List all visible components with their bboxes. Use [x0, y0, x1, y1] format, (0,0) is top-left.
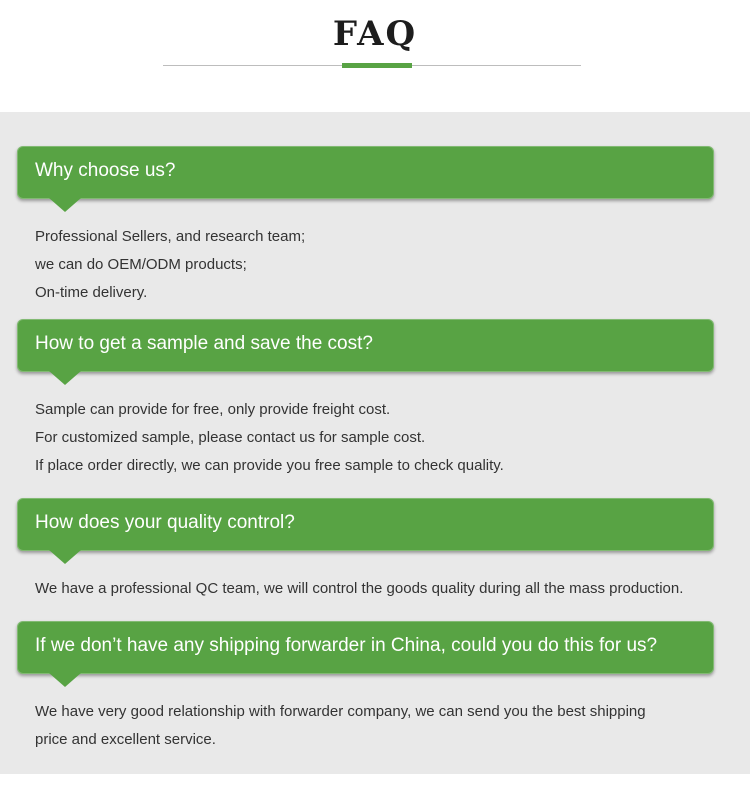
answer-line: price and excellent service. — [35, 731, 216, 748]
faq-question: How to get a sample and save the cost? — [35, 333, 373, 354]
faq-question-box — [17, 621, 714, 674]
faq-answer — [35, 223, 305, 307]
page-header — [0, 0, 750, 112]
answer-line: Professional Sellers, and research team; — [35, 228, 306, 245]
answer-line: If place order directly, we can provide you free sample to check quality. — [35, 457, 504, 474]
faq-answer — [35, 698, 646, 754]
speech-pointer-icon — [49, 673, 81, 687]
page-title: FAQ — [332, 14, 418, 54]
answer-line: we can do OEM/ODM products; — [35, 256, 247, 273]
faq-answer — [35, 396, 504, 480]
title-accent-bar — [342, 63, 412, 68]
answer-line: On-time delivery. — [35, 284, 148, 301]
answer-line: For customized sample, please contact us for sample cost. — [35, 429, 426, 446]
faq-question-box — [17, 498, 714, 551]
answer-line: We have very good relationship with forwarder company, we can send you the best shipping — [35, 703, 646, 720]
faq-question: Why choose us? — [35, 160, 176, 181]
faq-question-box — [17, 319, 714, 372]
speech-pointer-icon — [49, 371, 81, 385]
faq-answer — [35, 575, 683, 603]
speech-pointer-icon — [49, 550, 81, 564]
answer-line: Sample can provide for free, only provide freight cost. — [35, 401, 391, 418]
faq-question: If we don’t have any shipping forwarder in China, could you do this for us? — [35, 635, 658, 656]
faq-question-box — [17, 146, 714, 199]
faq-question: How does your quality control? — [35, 512, 295, 533]
speech-pointer-icon — [49, 198, 81, 212]
answer-line: We have a professional QC team, we will control the goods quality during all the mass production. — [35, 580, 684, 597]
